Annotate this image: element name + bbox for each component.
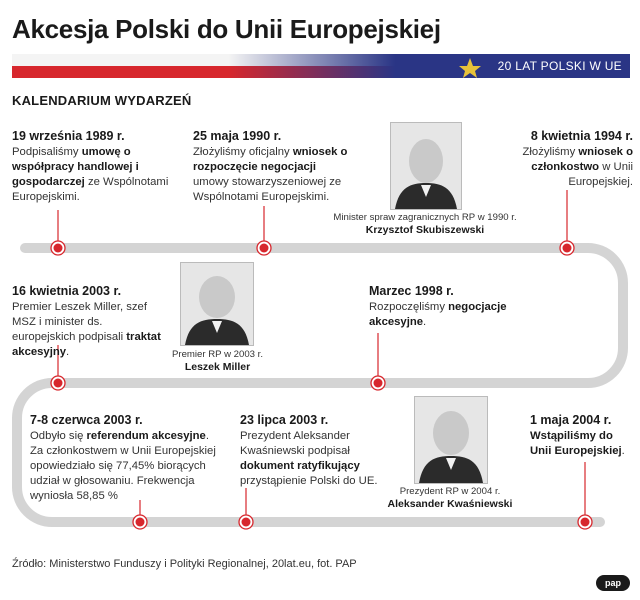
timeline-marker [578,515,592,529]
event-date: 8 kwietnia 1994 r. [530,129,633,143]
event-date: 16 kwietnia 2003 r. [12,284,122,298]
event-1989: 19 września 1989 r. Podpisaliśmy umowę o współpracy handlowej i gospodarczej ze Wspólnotami Europejskimi. [12,129,172,205]
source-note: Źródło: Ministerstwo Funduszy i Polityki Regionalnej, 20lat.eu, fot. PAP [12,558,357,570]
event-1998: Marzec 1998 r. Rozpoczęliśmy negocjacje akcesyjne. [369,284,509,330]
portrait-caption: Minister spraw zagranicznych RP w 1990 r. Krzysztof Skubiszewski [330,211,520,237]
event-date: 23 lipca 2003 r. [240,413,329,427]
timeline-marker [257,241,271,255]
event-2003-june: 7-8 czerwca 2003 r. Odbyło się referendum akcesyjne. Za członkostwem w Unii Europejskiej opowiedziało się 77,45% biorących udział w głosowaniu. Frekwencja wyniosła 58,85 % [30,413,220,504]
timeline-marker [560,241,574,255]
person-name: Leszek Miller [184,361,251,373]
person-photo-icon [415,397,487,483]
event-date: 19 września 1989 r. [12,129,125,143]
person-photo-icon [391,123,461,209]
event-2004: 1 maja 2004 r. Wstąpiliśmy do Unii Europejskiej. [530,413,630,459]
event-1994: 8 kwietnia 1994 r. Złożyliśmy wniosek o członkostwo w Unii Europejskiej. [518,129,633,190]
event-date: 7-8 czerwca 2003 r. [30,413,143,427]
timeline-marker [371,376,385,390]
pap-logo: pap [596,575,630,591]
portrait-photo [414,396,488,484]
portrait-caption: Premier RP w 2003 r. Leszek Miller [160,348,275,374]
portrait-caption: Prezydent RP w 2004 r. Aleksander Kwaśniewski [380,485,520,511]
event-2003-july: 23 lipca 2003 r. Prezydent Aleksander Kwaśniewski podpisał dokument ratyfikujący przystąpienie Polski do UE. [240,413,400,489]
portrait-photo [390,122,462,210]
timeline-marker [51,376,65,390]
timeline-marker [51,241,65,255]
person-name: Aleksander Kwaśniewski [387,498,513,510]
event-date: Marzec 1998 r. [369,284,454,298]
timeline-marker [133,515,147,529]
event-date: 25 maja 1990 r. [193,129,282,143]
event-date: 1 maja 2004 r. [530,413,612,427]
portrait-photo [180,262,254,346]
page-title: Akcesja Polski do Unii Europejskiej [12,14,441,44]
person-name: Krzysztof Skubiszewski [365,224,485,236]
person-photo-icon [181,263,253,345]
event-1990: 25 maja 1990 r. Złożyliśmy oficjalny wniosek o rozpoczęcie negocjacji umowy stowarzyszeniowej ze Wspólnotami Europejskimi. [193,129,353,205]
timeline-marker [239,515,253,529]
event-2003-april: 16 kwietnia 2003 r. Premier Leszek Miller, szef MSZ i minister ds. europejskich podpisali traktat akcesyjny. [12,284,161,358]
banner-label: 20 LAT POLSKI W UE [497,59,622,73]
section-label: KALENDARIUM WYDARZEŃ [12,93,192,108]
